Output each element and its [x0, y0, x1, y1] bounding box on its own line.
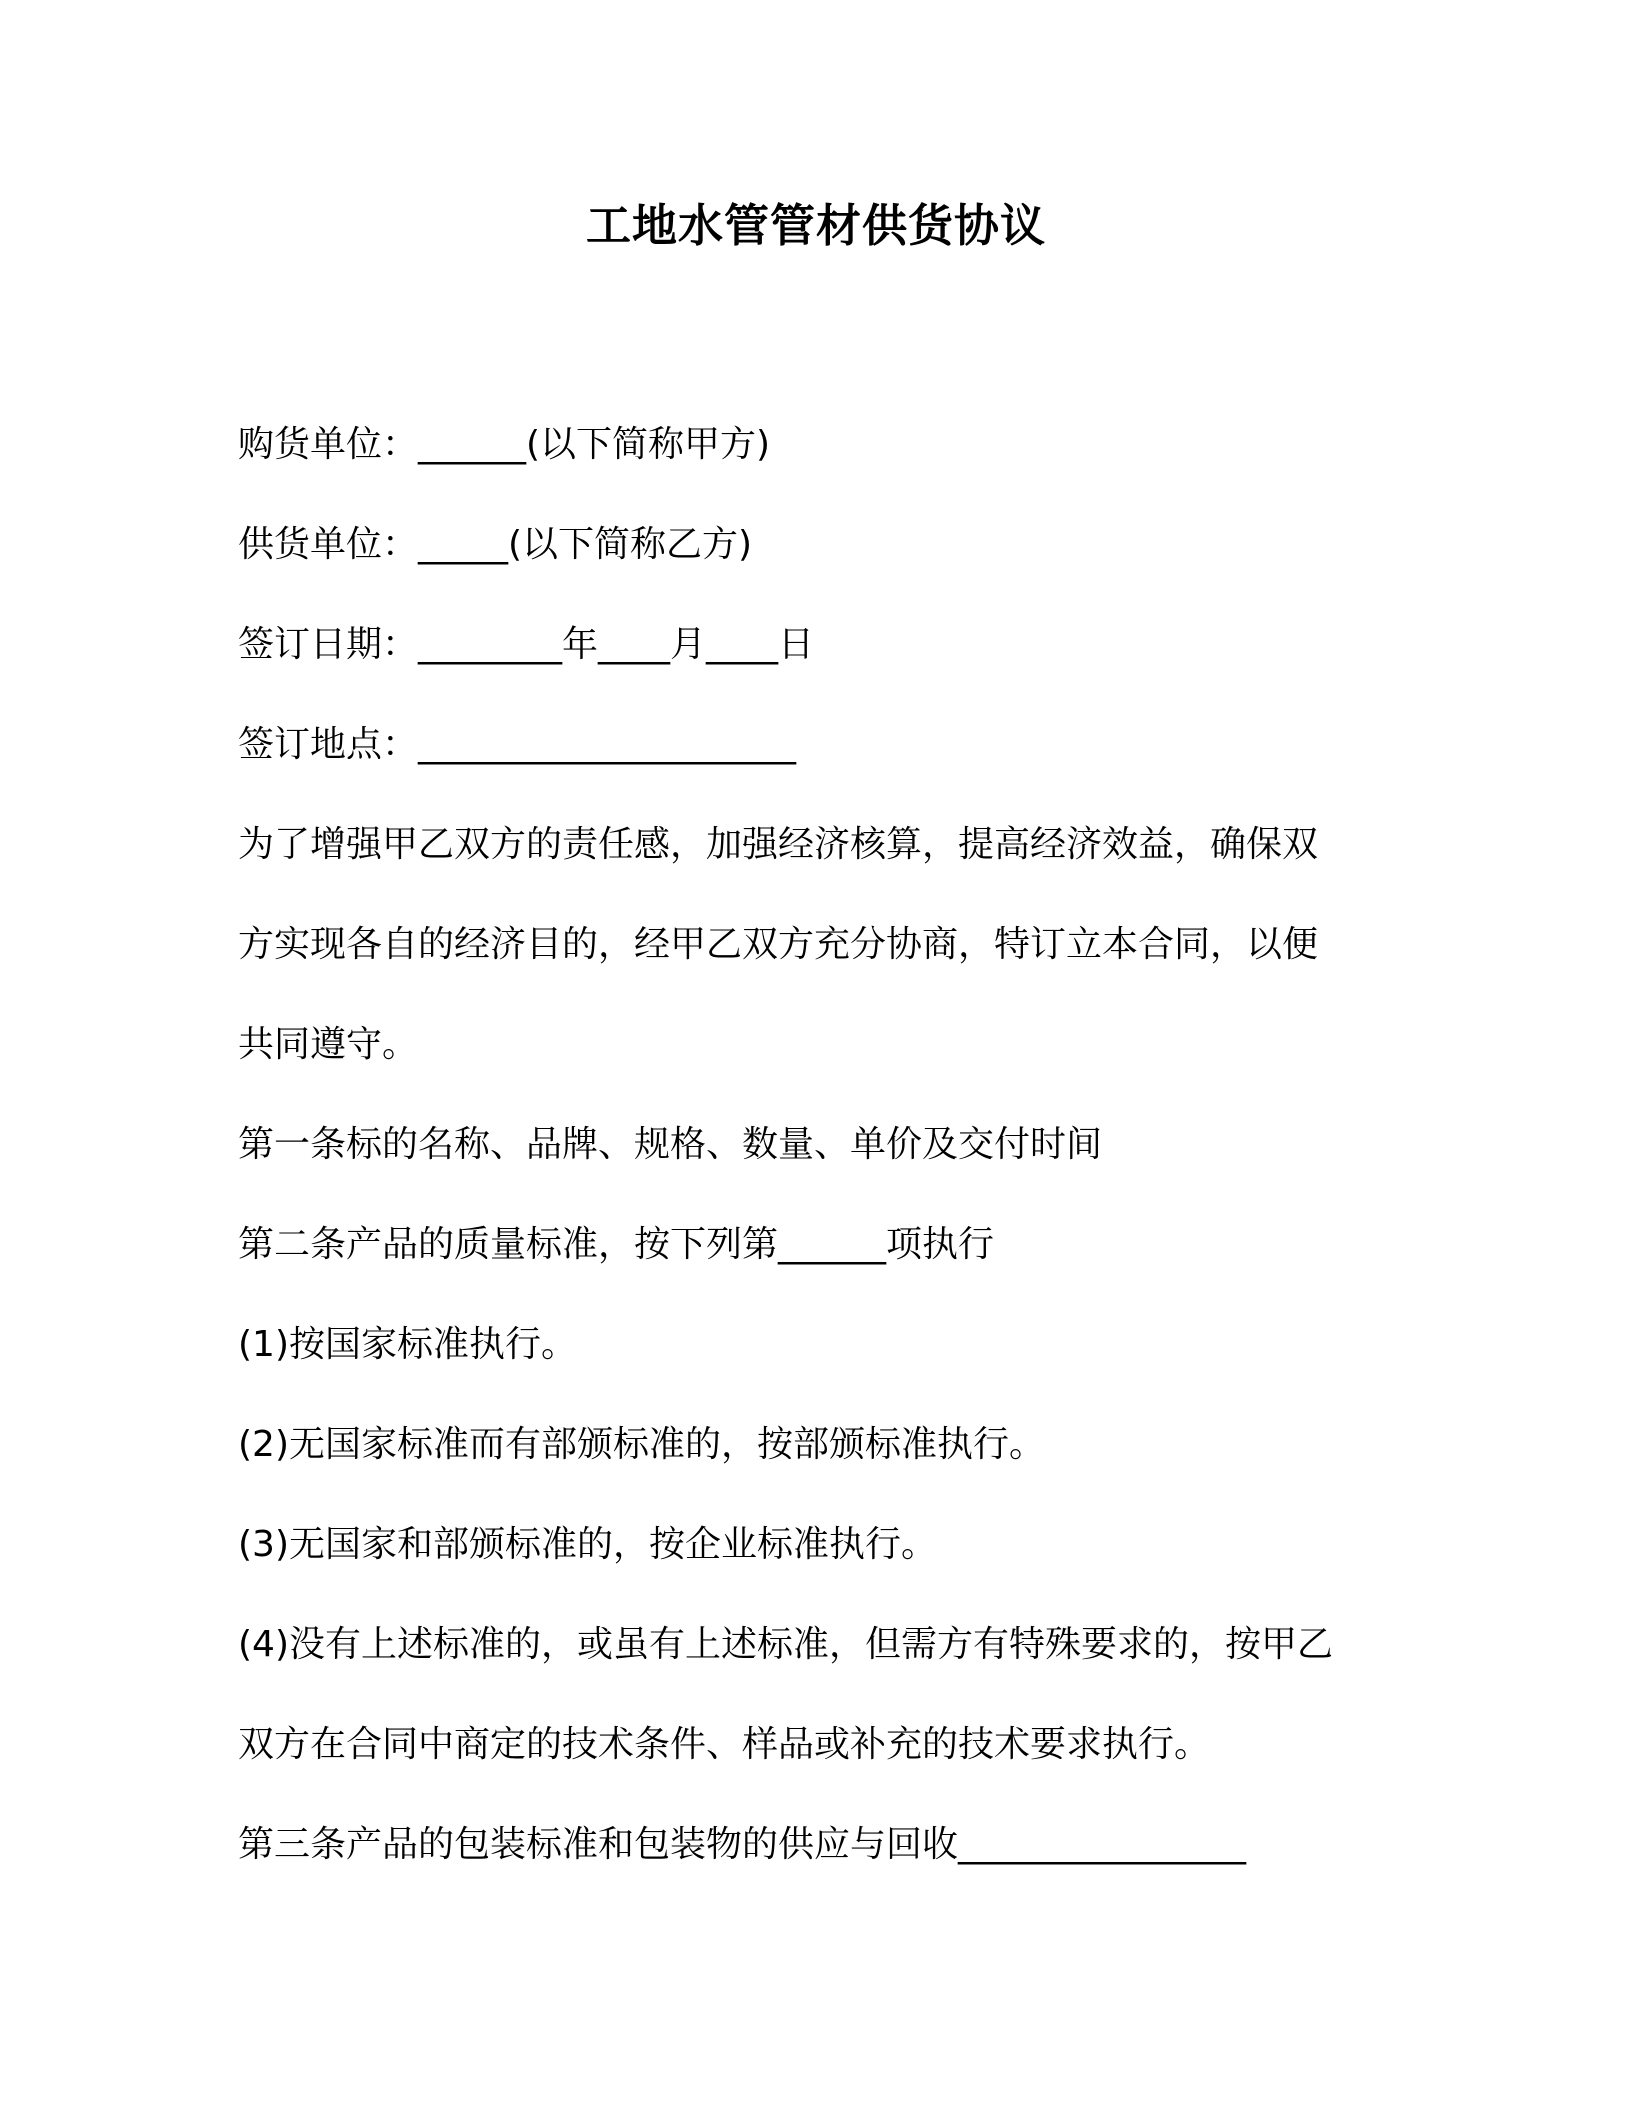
preamble-line-1: 为了增强甲乙双方的责任感，加强经济核算，提高经济效益，确保双 — [238, 824, 1319, 865]
article-2-item-4-line-1: (4)没有上述标准的，或虽有上述标准，但需方有特殊要求的，按甲乙 — [238, 1624, 1333, 1665]
article-3-heading: 第三条产品的包装标准和包装物的供应与回收________________ — [238, 1824, 1247, 1865]
article-2-item-4-line-2: 双方在合同中商定的技术条件、样品或补充的技术要求执行。 — [238, 1724, 1211, 1765]
preamble-line-2: 方实现各自的经济目的，经甲乙双方充分协商，特订立本合同，以便 — [238, 924, 1319, 965]
article-2-item-2: (2)无国家标准而有部颁标准的，按部颁标准执行。 — [238, 1424, 1045, 1465]
supplier-line: 供货单位：_____(以下简称乙方) — [238, 524, 753, 565]
sign-place-line: 签订地点：_____________________ — [238, 724, 797, 765]
article-2-heading: 第二条产品的质量标准，按下列第______项执行 — [238, 1224, 995, 1265]
article-1-heading: 第一条标的名称、品牌、规格、数量、单价及交付时间 — [238, 1124, 1103, 1165]
buyer-line: 购货单位：______(以下简称甲方) — [238, 424, 771, 465]
preamble-line-3: 共同遵守。 — [238, 1024, 419, 1065]
article-2-item-3: (3)无国家和部颁标准的，按企业标准执行。 — [238, 1524, 937, 1565]
document-title: 工地水管管材供货协议 — [585, 199, 1046, 252]
article-2-item-1: (1)按国家标准执行。 — [238, 1324, 577, 1365]
sign-date-line: 签订日期：________年____月____日 — [238, 624, 815, 665]
